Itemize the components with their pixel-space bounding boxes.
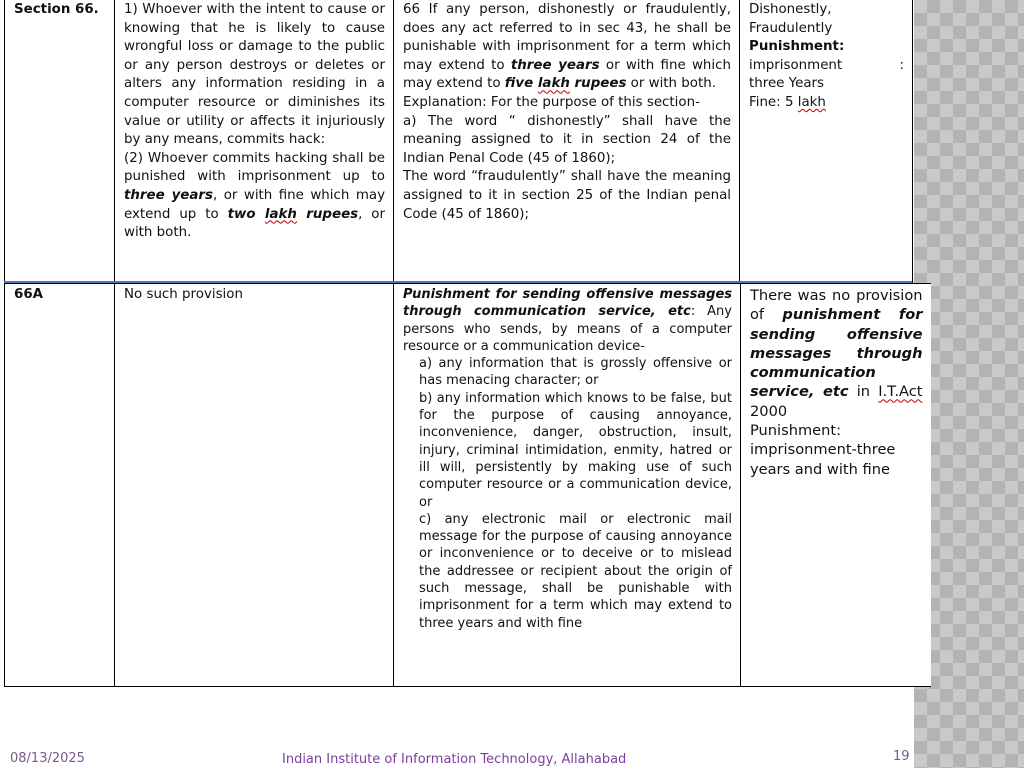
law-comparison-table-top	[4, 0, 913, 283]
remark-heading: Punishment:	[749, 39, 845, 55]
section-number: 66A	[14, 287, 43, 302]
clause-c: c) any electronic mail or electronic mail message for the purpose of causing annoyance or inconvenience or to deceive or to mislead the addressee or recipient about the origin of such message, shall be punishable with imprisonment for a term which may extend to three years and with fine	[419, 511, 732, 631]
explanation-b: The word “fraudulently” shall have the meaning assigned to it in section 25 of the Indian penal Code (45 of 1860);	[403, 169, 731, 222]
remark-punishment: Punishment: imprisonment-three years and with fine	[750, 422, 896, 478]
clause-1: 1) Whoever with the intent to cause or knowing that he is likely to cause wrongful loss or damage to the public or any person destroys or deletes or alters any information residing in a computer resource or diminishes its value or utility or affects it injuriously by any means, commits hack:	[124, 2, 385, 148]
old-provision-cell	[115, 0, 394, 283]
remark-line: three Years	[749, 76, 825, 92]
remark-text: There was no provision of punishment for sending offensive messages through communication service, etc in I.T.Act 2000	[750, 287, 923, 420]
remark-line: imprisonment :	[749, 57, 904, 73]
section-number: Section 66.	[14, 2, 99, 17]
section-cell	[5, 284, 115, 687]
section-cell	[5, 0, 115, 283]
amended-provision-cell	[394, 0, 740, 283]
clause-b: b) any information which knows to be false, but for the purpose of causing annoyance, inconvenience, danger, obstruction, insult, injury, criminal intimidation, enmity, hatred or ill will, persistently by making use of such computer resource or a communication device, or	[419, 390, 732, 510]
remarks-cell	[740, 0, 913, 283]
section-66-text: 66 If any person, dishonestly or fraudulently, does any act referred to in sec 43, he shall be punishable with imprisonment for a term which may extend to three years or with fine which may extend to five lakh rupees or with both.	[403, 2, 731, 92]
remark-line: Dishonestly,	[749, 2, 832, 17]
footer-date: 08/13/2025	[10, 751, 85, 766]
remark-line: Fine: 5 lakh	[749, 94, 826, 110]
explanation-a: a) The word “ dishonestly” shall have the meaning assigned to it in section 24 of the Indian Penal Code (45 of 1860);	[403, 113, 731, 166]
no-provision-text: No such provision	[124, 287, 243, 302]
decorative-side-pattern	[914, 0, 1024, 768]
remarks-cell	[741, 284, 931, 687]
explanation-text: Explanation: For the purpose of this section-	[403, 94, 700, 110]
clause-2: (2) Whoever commits hacking shall be punished with imprisonment up to three years, or with fine which may extend up to two lakh rupees, or with both.	[124, 150, 385, 241]
remark-line: Fraudulently	[749, 20, 833, 36]
section-66a-text: Punishment for sending offensive messages through communication service, etc: Any persons who sends, by means of a computer resource or a communication device-	[403, 287, 732, 354]
table-row	[5, 284, 931, 687]
page-number: 19	[893, 749, 910, 764]
table-row	[5, 0, 913, 283]
amended-provision-cell	[394, 284, 741, 687]
old-provision-cell	[115, 284, 394, 687]
law-comparison-table-bottom	[4, 283, 931, 687]
footer-institute: Indian Institute of Information Technology, Allahabad	[282, 752, 627, 767]
clause-a: a) any information that is grossly offensive or has menacing character; or	[419, 356, 732, 389]
